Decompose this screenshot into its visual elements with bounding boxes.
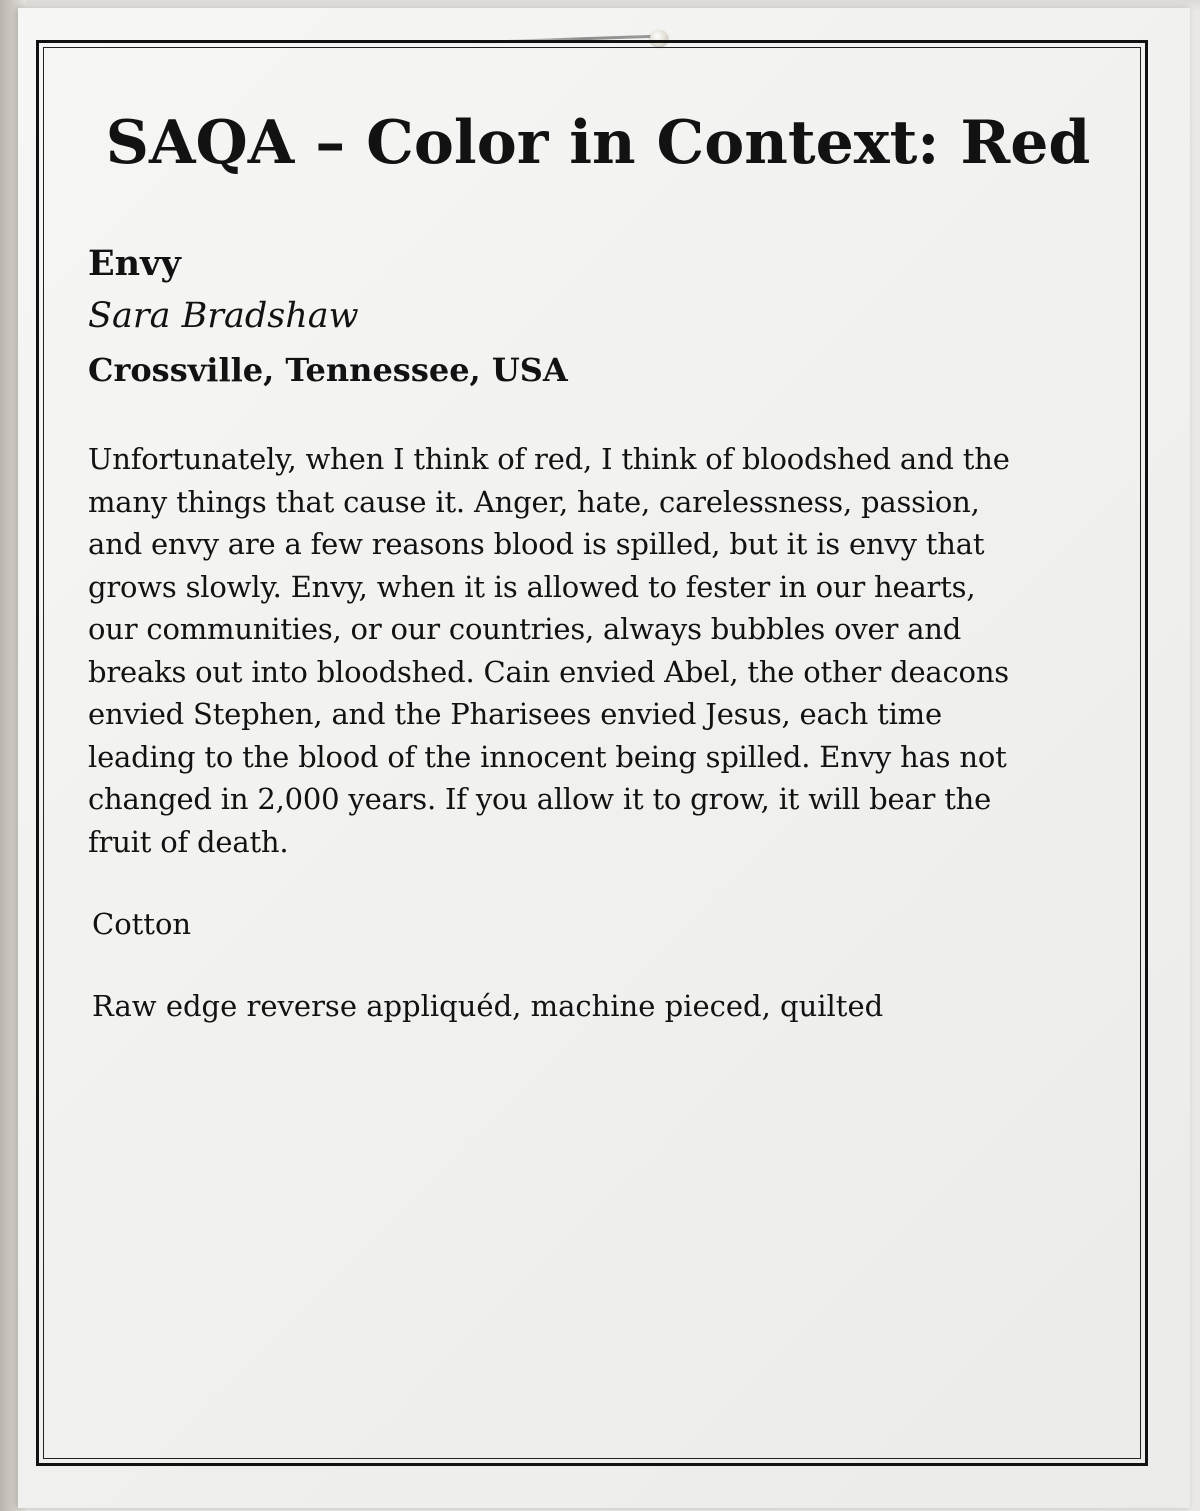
artist-name: Sara Bradshaw	[88, 296, 359, 336]
statement-line: changed in 2,000 years. If you allow it to grow, it will bear the	[88, 782, 992, 816]
statement-line: and envy are a few reasons blood is spilled, but it is envy that	[88, 527, 985, 561]
statement-line: grows slowly. Envy, when it is allowed to fester in our hearts,	[88, 569, 976, 604]
statement-line: breaks out into bloodshed. Cain envied Abel, the other deacons	[88, 654, 1009, 689]
materials: Cotton	[92, 907, 192, 941]
statement-line: envied Stephen, and the Pharisees envied Jesus, each time	[88, 697, 942, 731]
exhibition-title: SAQA – Color in Context: Red	[105, 108, 1091, 178]
statement-line: fruit of death.	[88, 824, 289, 859]
statement-line: Unfortunately, when I think of red, I think of bloodshed and the	[88, 442, 1010, 476]
artist-location: Crossville, Tennessee, USA	[88, 351, 568, 389]
statement-line: leading to the blood of the innocent being spilled. Envy has not	[88, 739, 1007, 774]
statement-line: our communities, or our countries, always bubbles over and	[88, 612, 962, 646]
techniques: Raw edge reverse appliquéd, machine pieced, quilted	[92, 989, 884, 1023]
artwork-title: Envy	[88, 243, 181, 284]
statement-line: many things that cause it. Anger, hate, carelessness, passion,	[88, 484, 980, 519]
artist-statement	[88, 438, 1103, 863]
label-content	[88, 100, 1108, 1027]
